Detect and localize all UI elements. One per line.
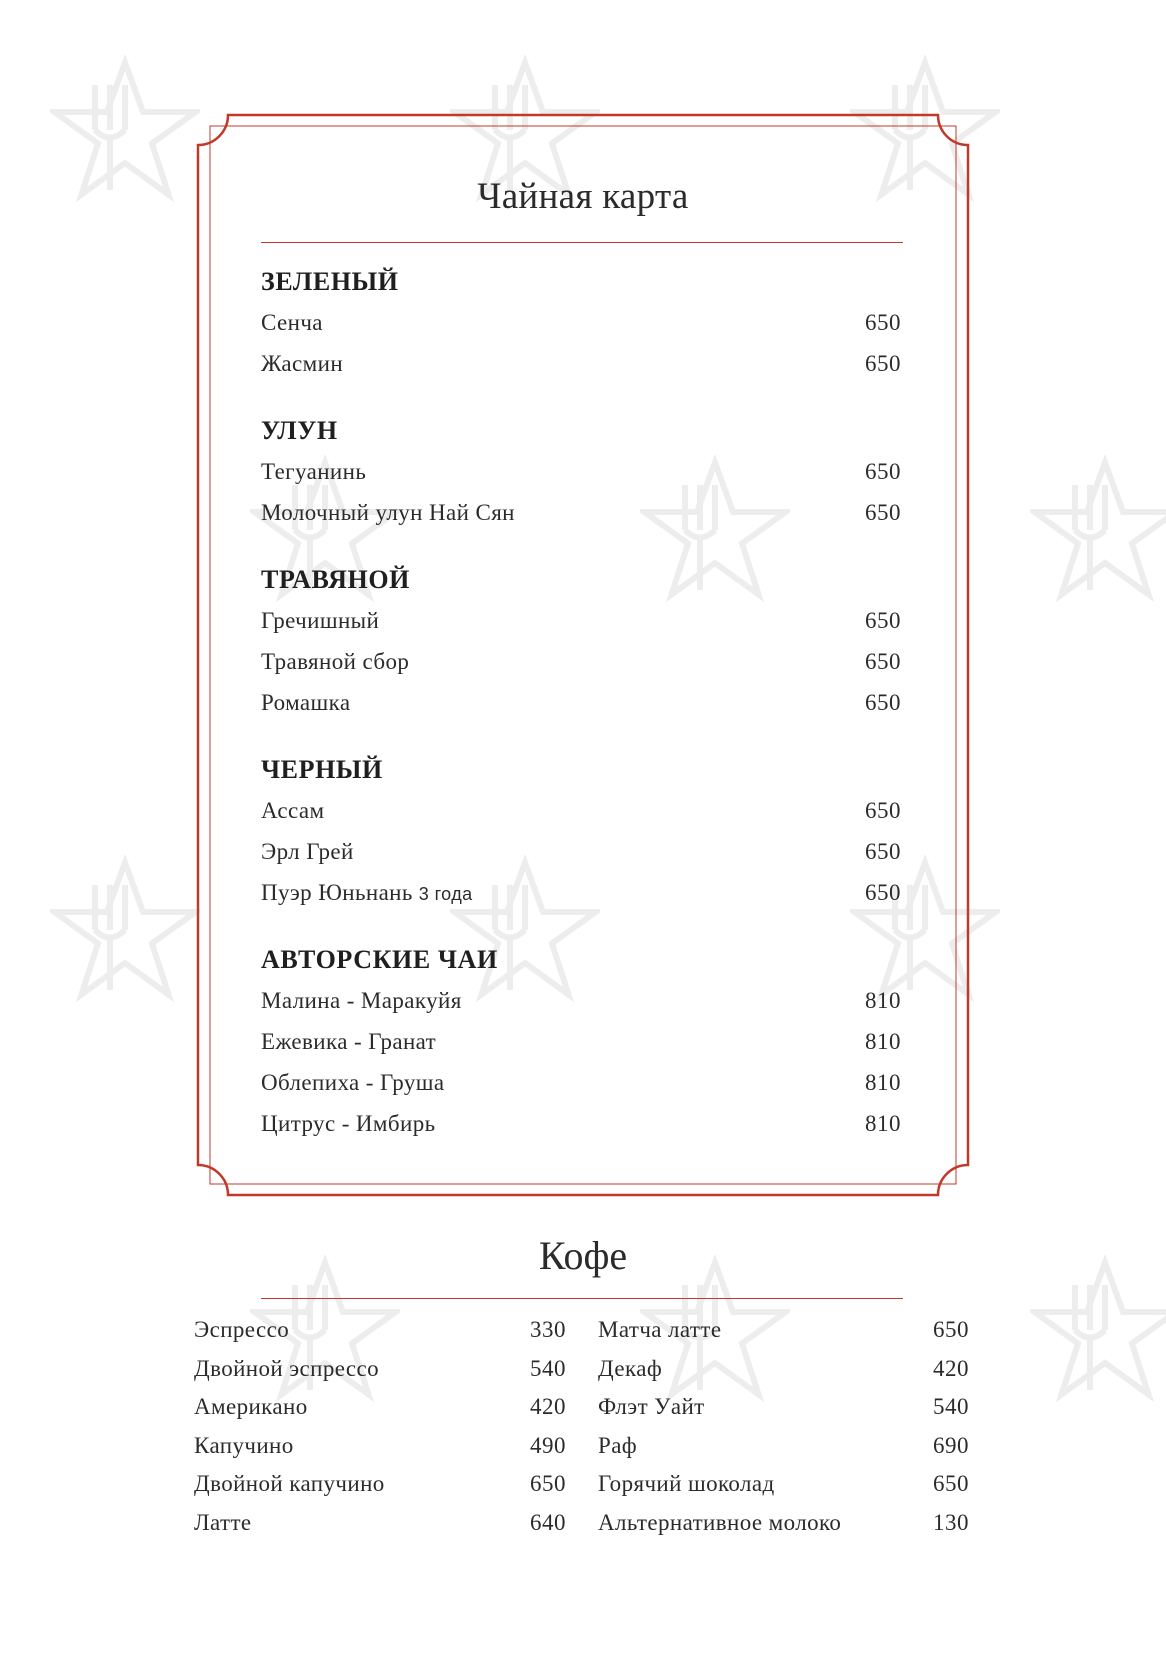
watermark-star-fork-icon	[1030, 455, 1166, 605]
menu-item-price: 650	[865, 839, 901, 864]
menu-item-price: 650	[865, 310, 901, 335]
coffee-item-price: 540	[530, 1355, 566, 1381]
tea-section-title: УЛУН	[261, 416, 338, 445]
watermark-star-fork-icon	[50, 855, 200, 1005]
menu-item	[261, 1062, 901, 1103]
menu-item-name: Сенча	[261, 310, 323, 335]
menu-item	[261, 831, 901, 872]
coffee-item-name: Декаф	[598, 1355, 663, 1381]
menu-item-price: 650	[865, 649, 901, 674]
menu-item-price: 650	[865, 459, 901, 484]
watermark-star-fork-icon	[1030, 1255, 1166, 1405]
coffee-item-name: Эспрессо	[194, 1317, 290, 1342]
coffee-item-price: 490	[530, 1432, 566, 1458]
menu-item-name: Эрл Грей	[261, 839, 354, 864]
menu-item	[261, 600, 901, 641]
tea-title-divider	[261, 242, 903, 243]
menu-item-name-wrap	[261, 1021, 436, 1062]
menu-item-name-wrap	[261, 641, 409, 682]
menu-item-name: Малина - Маракуйя	[261, 988, 462, 1013]
menu-item-price: 810	[865, 988, 901, 1013]
menu-item-name-wrap	[261, 1103, 435, 1144]
coffee-item	[194, 1311, 566, 1350]
menu-item-price: 650	[865, 351, 901, 376]
menu-item-note: 3 года	[418, 884, 473, 904]
coffee-item-name: Двойной эспрессо	[194, 1355, 380, 1381]
menu-item	[261, 1021, 901, 1062]
menu-item-name-wrap	[261, 343, 343, 384]
tea-sections	[261, 262, 901, 1171]
coffee-item-price: 420	[530, 1394, 566, 1420]
menu-item-price: 650	[865, 880, 901, 905]
watermark-star-fork-icon	[50, 55, 200, 205]
coffee-item-price: 650	[933, 1317, 969, 1342]
tea-menu-title: Чайная карта	[477, 176, 689, 217]
menu-item-price: 650	[865, 798, 901, 823]
coffee-item	[598, 1427, 969, 1466]
menu-item-name-wrap	[261, 451, 366, 492]
coffee-item-name: Матча латте	[598, 1317, 722, 1342]
coffee-item	[598, 1465, 969, 1504]
coffee-item	[194, 1427, 566, 1466]
menu-item-name: Молочный улун Най Сян	[261, 500, 515, 525]
coffee-item-price: 690	[933, 1432, 969, 1458]
menu-item-name-wrap	[261, 790, 325, 831]
coffee-item-name: Раф	[598, 1432, 638, 1458]
coffee-item	[194, 1504, 566, 1543]
menu-item-price: 810	[865, 1070, 901, 1095]
coffee-item-price: 330	[530, 1317, 566, 1342]
menu-item	[261, 790, 901, 831]
coffee-item	[598, 1311, 969, 1350]
coffee-item-name: Латте	[194, 1509, 252, 1535]
coffee-column-right	[598, 1311, 969, 1543]
menu-item	[261, 980, 901, 1021]
tea-section	[261, 411, 901, 533]
menu-item-name-wrap	[261, 831, 354, 872]
coffee-item	[598, 1504, 969, 1543]
coffee-item-price: 650	[933, 1471, 969, 1497]
menu-item-name-wrap	[261, 1062, 444, 1103]
tea-section	[261, 560, 901, 723]
menu-item-name-wrap	[261, 302, 323, 343]
menu-item	[261, 872, 901, 913]
coffee-item-name: Горячий шоколад	[598, 1471, 775, 1497]
tea-section	[261, 262, 901, 384]
menu-item-name: Облепиха - Груша	[261, 1070, 445, 1095]
menu-item-price: 650	[865, 500, 901, 525]
menu-item	[261, 492, 901, 533]
menu-item-name-wrap	[261, 682, 350, 723]
coffee-item	[194, 1465, 566, 1504]
tea-section	[261, 750, 901, 913]
menu-item	[261, 451, 901, 492]
menu-item-name: Ежевика - Гранат	[261, 1029, 437, 1054]
menu-item	[261, 682, 901, 723]
menu-item-name: Тегуанинь	[261, 459, 367, 484]
menu-item-name: Ассам	[261, 798, 325, 823]
menu-item	[261, 343, 901, 384]
menu-item	[261, 641, 901, 682]
menu-item-price: 650	[865, 608, 901, 633]
coffee-item-name: Американо	[194, 1394, 308, 1420]
tea-section-title: ЧЕРНЫЙ	[261, 755, 383, 784]
menu-item-name: Цитрус - Имбирь	[261, 1111, 436, 1136]
menu-item	[261, 302, 901, 343]
coffee-item	[598, 1350, 969, 1389]
coffee-item-name: Двойной капучино	[194, 1471, 385, 1497]
coffee-item-price: 540	[933, 1394, 969, 1420]
menu-item-name: Травяной сбор	[261, 649, 410, 674]
menu-item-name-wrap	[261, 600, 379, 641]
menu-item-name: Жасмин	[261, 351, 344, 376]
menu-item-name: Гречишный	[261, 608, 380, 633]
menu-item-name: Пуэр Юньнань	[261, 880, 413, 905]
coffee-item-price: 420	[933, 1355, 969, 1381]
coffee-item-name: Флэт Уайт	[598, 1394, 705, 1420]
menu-item-price: 650	[865, 690, 901, 715]
tea-section	[261, 940, 901, 1144]
coffee-column-left	[194, 1311, 566, 1543]
menu-item-name-wrap	[261, 872, 473, 913]
coffee-item-name: Альтернативное молоко	[598, 1509, 842, 1535]
tea-section-title: ЗЕЛЕНЫЙ	[261, 267, 399, 296]
menu-item	[261, 1103, 901, 1144]
tea-section-title: АВТОРСКИЕ ЧАИ	[261, 945, 498, 974]
tea-section-title: ТРАВЯНОЙ	[261, 565, 410, 594]
coffee-item-name: Капучино	[194, 1432, 294, 1458]
coffee-item	[598, 1388, 969, 1427]
coffee-menu-title: Кофе	[538, 1233, 628, 1278]
coffee-item-price: 650	[530, 1471, 566, 1497]
coffee-title-divider	[261, 1298, 903, 1299]
coffee-item	[194, 1350, 566, 1389]
coffee-item-price: 640	[530, 1509, 566, 1535]
menu-item-name: Ромашка	[261, 690, 351, 715]
menu-item-name-wrap	[261, 980, 462, 1021]
menu-item-name-wrap	[261, 492, 515, 533]
coffee-item-price: 130	[933, 1509, 969, 1535]
menu-item-price: 810	[865, 1111, 901, 1136]
menu-item-price: 810	[865, 1029, 901, 1054]
coffee-item	[194, 1388, 566, 1427]
